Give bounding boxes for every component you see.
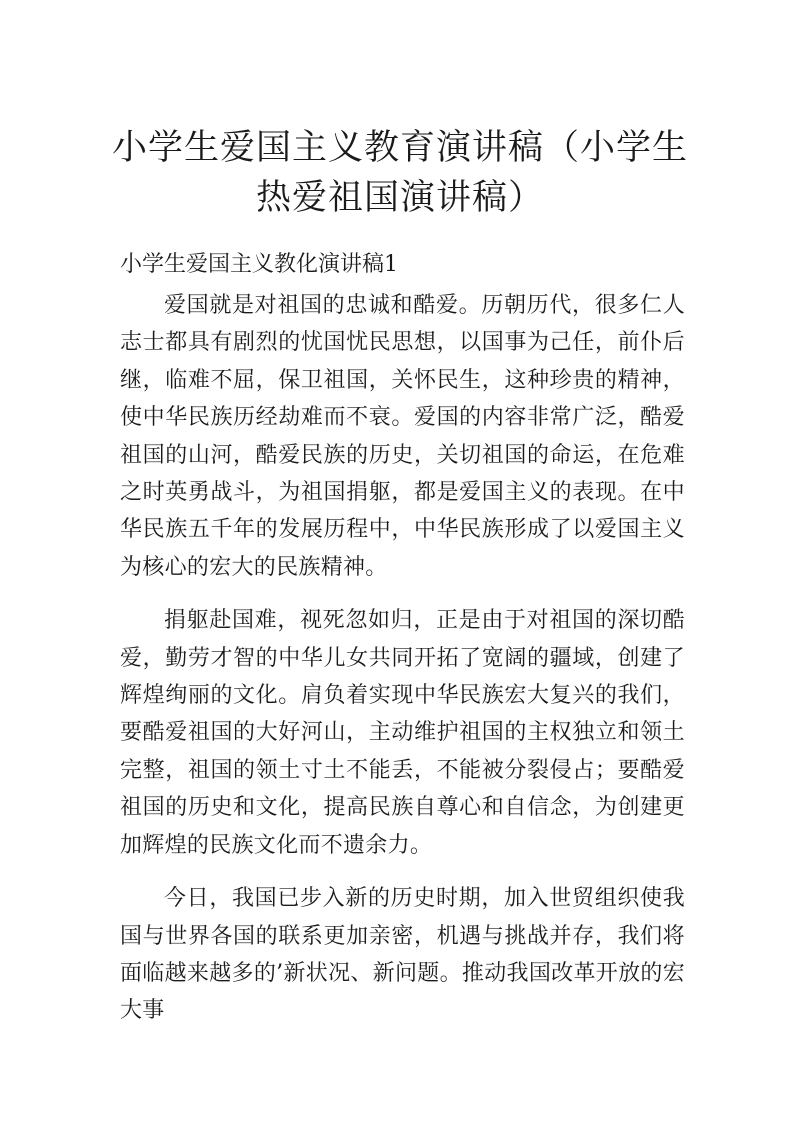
paragraph-3: 今日，我国已步入新的历史时期，加入世贸组织使我国与世界各国的联系更加亲密，机遇与挑战并存，我们将面临越来越多的’新状况、新问题。推动我国改革开放的宏大事 [120,886,685,1024]
document-body [120,287,685,1046]
document-title: 小学生爱国主义教育演讲稿（小学生热爱祖国演讲稿） [111,128,688,218]
paragraph-2: 捐躯赴国难，视死忽如归，正是由于对祖国的深切酷爱，勤劳才智的中华儿女共同开拓了宽阔的疆域，创建了辉煌绚丽的文化。肩负着实现中华民族宏大复兴的我们，要酷爱祖国的大好河山，主动维护祖国的主权独立和领土完整，祖国的领土寸土不能丢，不能被分裂侵占；要酷爱祖国的历史和文化，提高民族自尊心和自信念，为创建更加辉煌的民族文化而不遗余力。 [120,608,685,858]
paragraph-1: 爱国就是对祖国的忠诚和酷爱。历朝历代，很多仁人志士都具有剧烈的忧国忧民思想，以国事为己任，前仆后继，临难不屈，保卫祖国，关怀民生，这种珍贵的精神，使中华民族历经劫难而不衰。爱国的内容非常广泛，酷爱祖国的山河，酷爱民族的历史，关切祖国的命运，在危难之时英勇战斗，为祖国捐躯，都是爱国主义的表现。在中华民族五千年的发展历程中，中华民族形成了以爱国主义为核心的宏大的民族精神。 [120,293,685,580]
section-heading: 小学生爱国主义教化演讲稿1 [120,252,398,277]
